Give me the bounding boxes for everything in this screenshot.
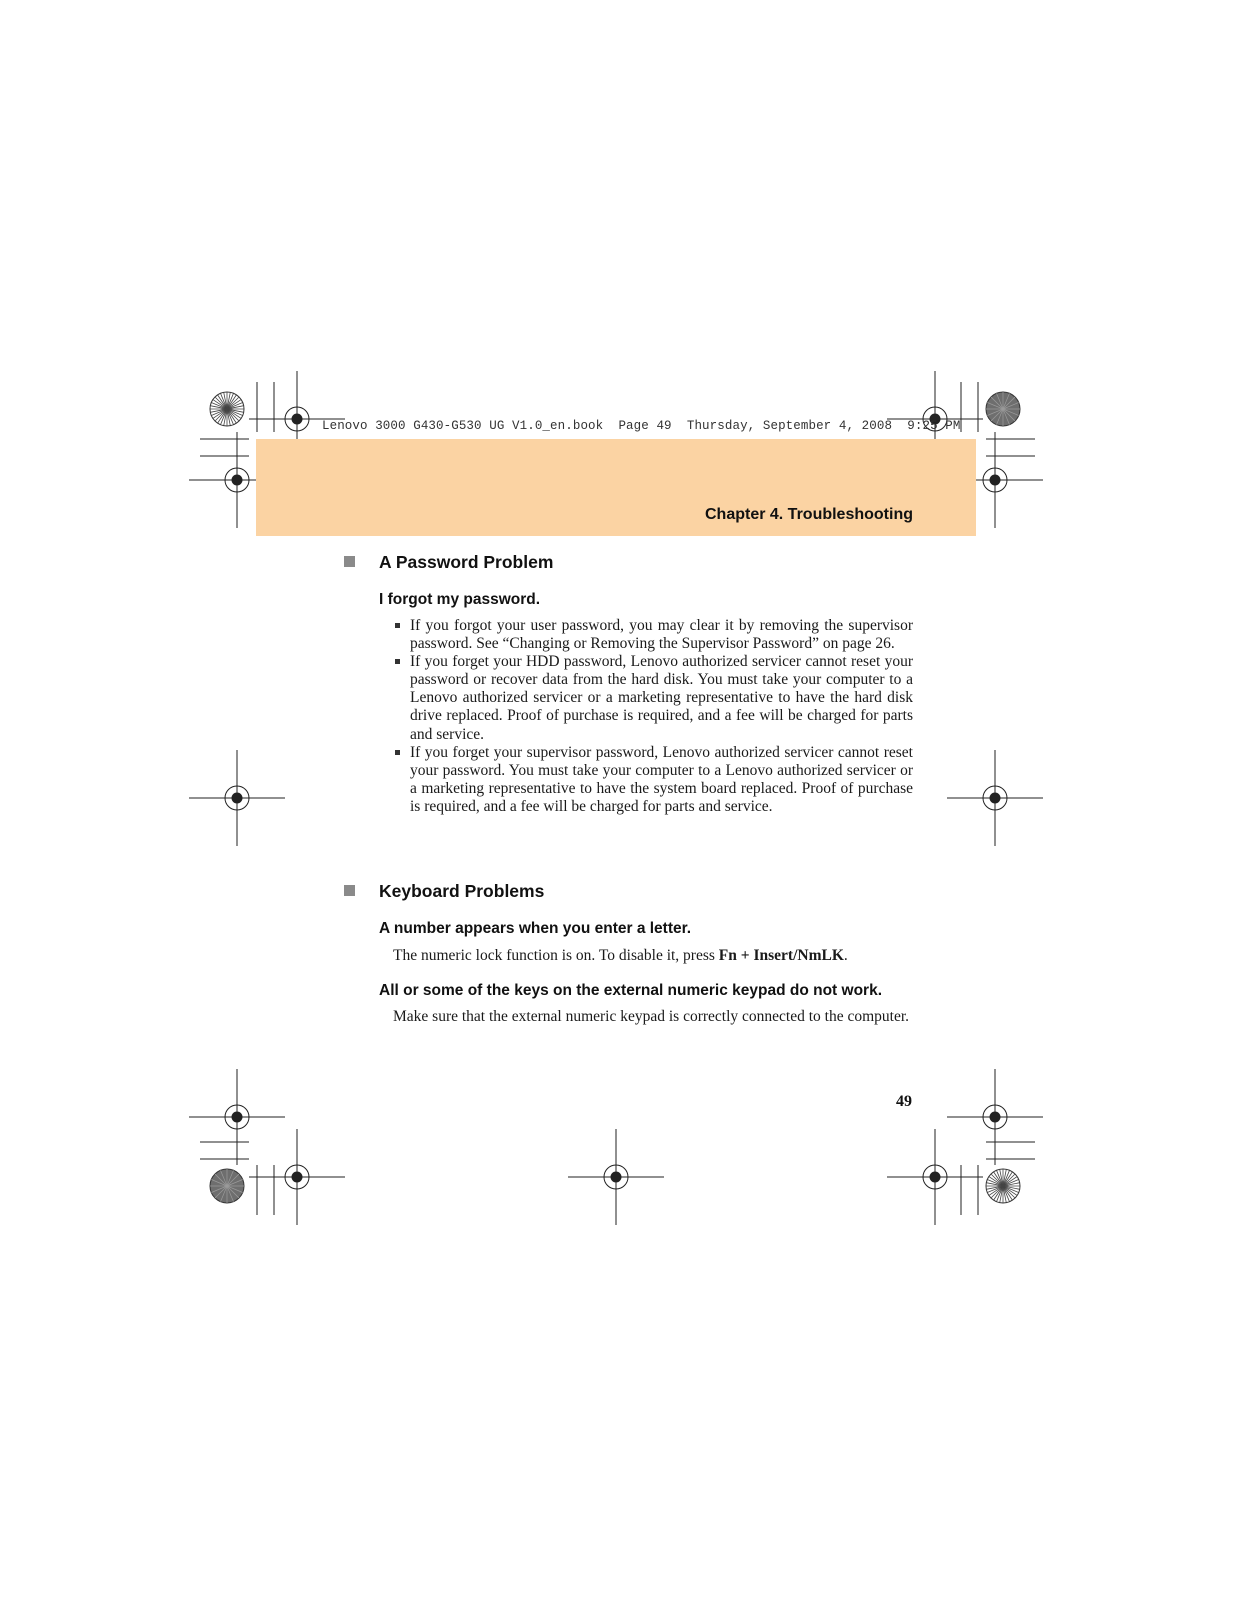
subsection-title-keypad: All or some of the keys on the external numeric keypad do not work.: [379, 982, 883, 999]
print-slug: Lenovo 3000 G430-G530 UG V1.0_en.book Page 49 Thursday, September 4, 2008 9:25 PM: [322, 419, 961, 433]
section-title-password: A Password Problem: [379, 552, 554, 572]
list-item: [393, 653, 913, 743]
numlock-paragraph: [393, 947, 913, 965]
keypad-paragraph: Make sure that the external numeric keypad is correctly connected to the computer.: [393, 1008, 910, 1025]
square-bullet-icon: [395, 623, 400, 628]
numlock-text-end: .: [843, 947, 848, 964]
chapter-title: Chapter 4. Troubleshooting: [704, 506, 913, 523]
list-item-text: If you forget your HDD password, Lenovo authorized servicer cannot reset your password or recover data from the hard disk. You must take your computer to a Lenovo authorized servicer or a marketing representative to have the hard disk drive replaced. Proof of purchase is required, and a fee will be charged for parts and service.: [410, 653, 913, 743]
section-title-keyboard: Keyboard Problems: [379, 881, 545, 901]
square-bullet-icon: [395, 659, 400, 664]
subsection-title-number-appears: A number appears when you enter a letter.: [379, 920, 692, 937]
key-combination: Fn + Insert/NmLK: [718, 947, 844, 964]
list-item: [393, 617, 913, 653]
password-bullet-list: [393, 617, 913, 816]
list-item-text: If you forget your supervisor password, Lenovo authorized servicer cannot reset your password. You must take your computer to a Lenovo authorized servicer or a marketing representative to have the system board replaced. Proof of purchase is required, and a fee will be charged for parts and service.: [410, 743, 913, 815]
subsection-title-forgot-password: I forgot my password.: [379, 591, 541, 608]
page-number: 49: [896, 1093, 912, 1110]
section-bullet-icon: [344, 556, 355, 567]
list-item-text: If you forgot your user password, you may clear it by removing the supervisor password. See “Changing or Removing the Supervisor Password” on page 26.: [410, 617, 913, 653]
section-bullet-icon: [344, 885, 355, 896]
list-item: [393, 744, 913, 816]
square-bullet-icon: [395, 750, 400, 755]
numlock-text: The numeric lock function is on. To disable it, press: [393, 947, 719, 964]
